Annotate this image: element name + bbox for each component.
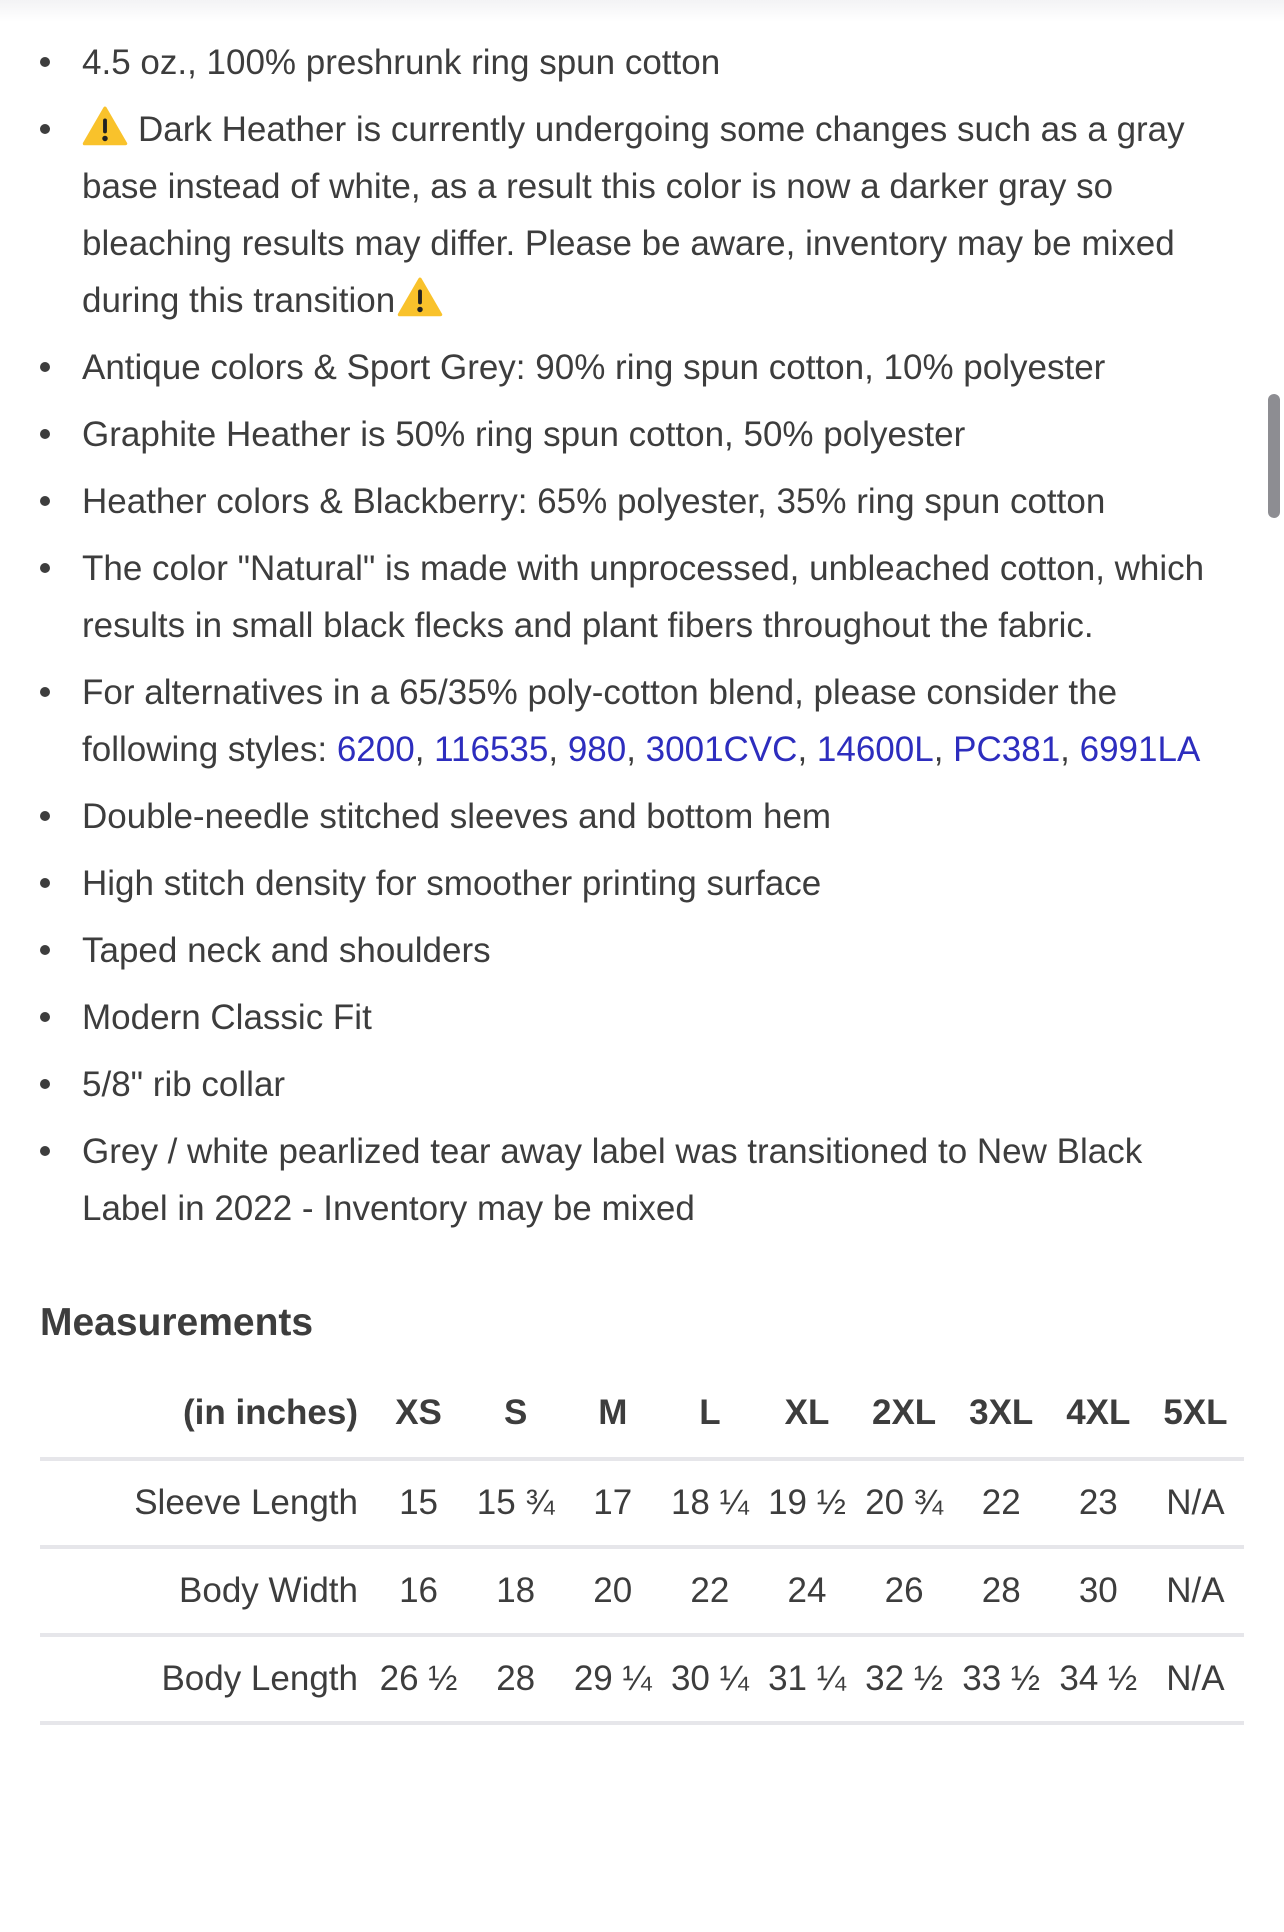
- feature-item-dark-heather-warning: [82, 101, 1232, 329]
- table-row-sleeve-length: [40, 1459, 1244, 1547]
- warning-icon: [397, 277, 443, 318]
- feature-text: Antique colors & Sport Grey: 90% ring spun cotton, 10% polyester: [82, 348, 1106, 387]
- style-link-14600L[interactable]: 14600L: [816, 730, 934, 769]
- style-link-PC381[interactable]: PC381: [953, 730, 1061, 769]
- size-header-l: L: [699, 1393, 721, 1432]
- style-link-3001CVC[interactable]: 3001CVC: [645, 730, 798, 769]
- cell: 18: [496, 1571, 536, 1610]
- feature-item-alternatives: [82, 664, 1232, 778]
- cell: 30 ¼: [670, 1659, 749, 1698]
- cell: N/A: [1166, 1571, 1225, 1610]
- style-link-6991LA[interactable]: 6991LA: [1079, 730, 1201, 769]
- cell: 23: [1078, 1483, 1118, 1522]
- feature-text: Taped neck and shoulders: [82, 931, 491, 970]
- size-header-2xl: 2XL: [872, 1393, 937, 1432]
- scrollbar-thumb[interactable]: [1268, 394, 1280, 518]
- feature-item-rib-collar: [82, 1056, 1232, 1113]
- size-header-xl: XL: [784, 1393, 830, 1432]
- row-label: Sleeve Length: [134, 1483, 358, 1522]
- feature-item-taped-neck: [82, 922, 1232, 979]
- cell: 15 ¾: [476, 1483, 555, 1522]
- cell: 26 ½: [379, 1659, 458, 1698]
- feature-text: Modern Classic Fit: [82, 998, 372, 1037]
- cell: 31 ¼: [768, 1659, 846, 1698]
- size-header-4xl: 4XL: [1066, 1393, 1131, 1432]
- table-row-body-width: [40, 1547, 1244, 1635]
- size-header-s: S: [503, 1393, 528, 1432]
- feature-text: 4.5 oz., 100% preshrunk ring spun cotton: [82, 43, 721, 82]
- feature-item-graphite-heather: [82, 406, 1232, 463]
- feature-text: Double-needle stitched sleeves and bottom hem: [82, 797, 832, 836]
- feature-item-stitch-density: [82, 855, 1232, 912]
- feature-item-natural-color: [82, 540, 1232, 654]
- cell: N/A: [1166, 1659, 1225, 1698]
- cell: 16: [399, 1571, 439, 1610]
- size-header-m: M: [598, 1393, 628, 1432]
- table-row-body-length: [40, 1635, 1244, 1723]
- feature-item-label-transition: [82, 1123, 1232, 1237]
- cell: 33 ½: [962, 1659, 1041, 1698]
- style-link-6200[interactable]: 6200: [336, 730, 415, 769]
- cell: 17: [593, 1483, 633, 1522]
- top-fade: [0, 0, 1284, 22]
- unit-header: (in inches): [182, 1393, 358, 1432]
- cell: 29 ¼: [573, 1659, 652, 1698]
- feature-item-fabric: [82, 34, 1232, 91]
- feature-item-antique-colors: [82, 339, 1232, 396]
- cell: 19 ½: [768, 1483, 846, 1522]
- warning-icon: [82, 106, 128, 147]
- row-label: Body Length: [161, 1659, 358, 1698]
- measurements-heading: Measurements: [40, 1301, 314, 1344]
- cell: 30: [1078, 1571, 1118, 1610]
- row-label: Body Width: [179, 1571, 358, 1610]
- feature-item-modern-fit: [82, 989, 1232, 1046]
- measurements-header-row: [40, 1379, 1244, 1459]
- feature-text: Grey / white pearlized tear away label was transitioned to New Black Label in 2022 - Inventory may be mixed: [82, 1132, 1143, 1228]
- feature-text: High stitch density for smoother printing surface: [82, 864, 822, 903]
- feature-text: Heather colors & Blackberry: 65% polyester, 35% ring spun cotton: [82, 482, 1106, 521]
- cell: 32 ½: [865, 1659, 944, 1698]
- feature-text: Graphite Heather is 50% ring spun cotton, 50% polyester: [82, 415, 966, 454]
- size-header-5xl: 5XL: [1163, 1393, 1228, 1432]
- style-link-116535[interactable]: 116535: [434, 730, 549, 769]
- cell: 20: [593, 1571, 633, 1610]
- cell: 24: [787, 1571, 827, 1610]
- feature-text: Dark Heather is currently undergoing some changes such as a gray base instead of white, as a result this color is now a darker gray so bleaching results may differ. Please be aware, inventory may be mixed during this transition: [82, 110, 1185, 320]
- cell: 22: [690, 1571, 730, 1610]
- style-links: 6200, 116535, 980, 3001CVC, 14600L, PC381, 6991LA: [336, 730, 1201, 769]
- feature-text: For alternatives in a 65/35% poly-cotton blend, please consider the following styles:: [82, 673, 1118, 769]
- measurements-table: [40, 1379, 1244, 1725]
- feature-text: The color "Natural" is made with unprocessed, unbleached cotton, which results in small black flecks and plant fibers throughout the fabric.: [82, 549, 1205, 645]
- cell: 26: [884, 1571, 924, 1610]
- feature-item-double-needle: [82, 788, 1232, 845]
- cell: 34 ½: [1059, 1659, 1138, 1698]
- size-header-3xl: 3XL: [969, 1393, 1034, 1432]
- cell: 18 ¼: [670, 1483, 749, 1522]
- cell: 15: [399, 1483, 439, 1522]
- cell: 28: [981, 1571, 1021, 1610]
- cell: 20 ¾: [865, 1483, 944, 1522]
- feature-text: 5/8" rib collar: [82, 1065, 286, 1104]
- cell: N/A: [1166, 1483, 1225, 1522]
- cell: 22: [981, 1483, 1021, 1522]
- cell: 28: [496, 1659, 536, 1698]
- feature-item-heather-colors: [82, 473, 1232, 530]
- style-link-980[interactable]: 980: [567, 730, 627, 769]
- size-header-xs: XS: [395, 1393, 442, 1432]
